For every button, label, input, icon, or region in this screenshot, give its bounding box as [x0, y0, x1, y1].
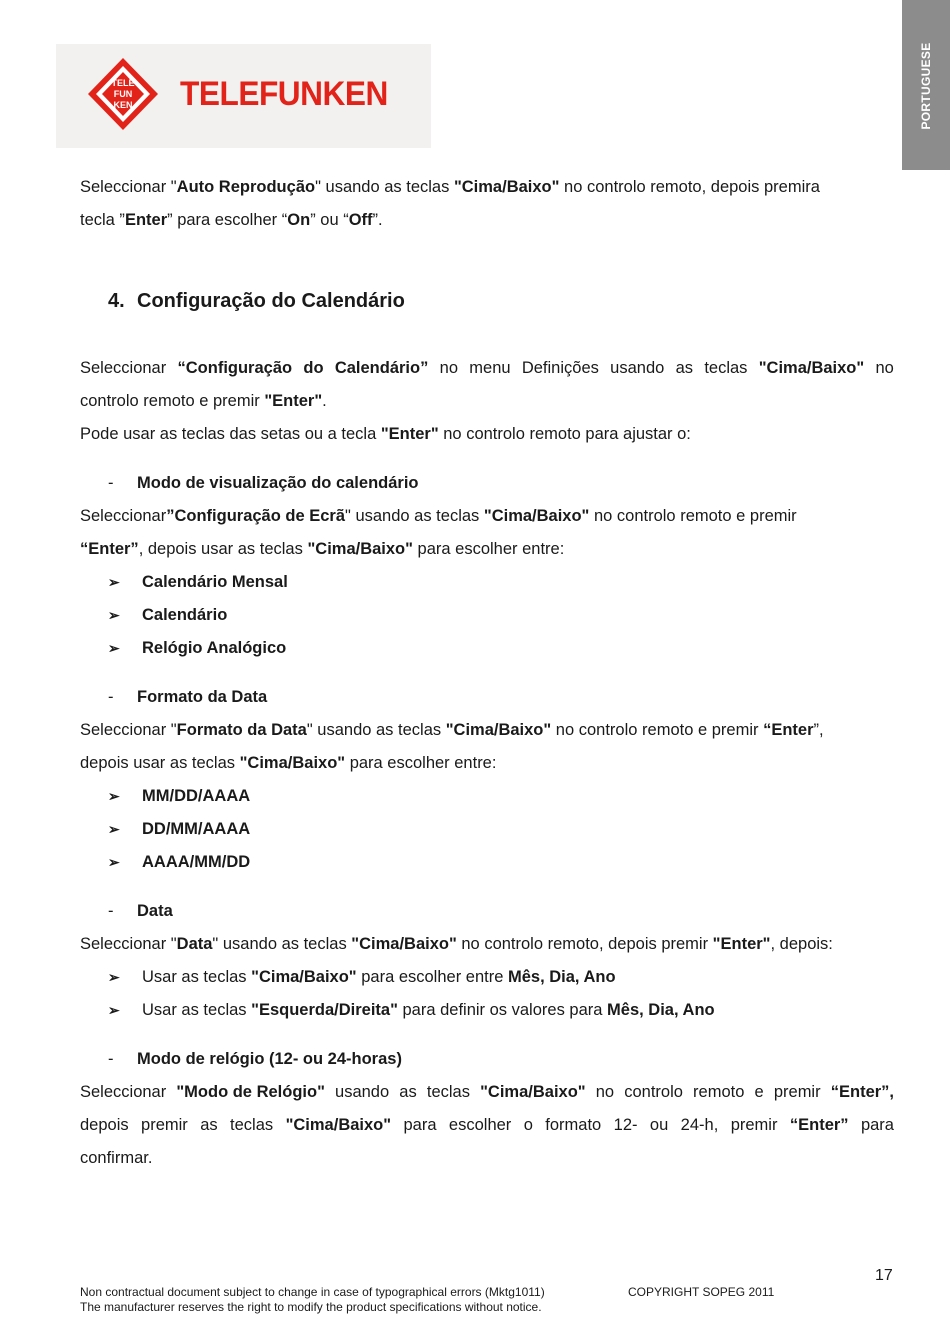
arrow-bullet-icon: ➢: [108, 1002, 120, 1018]
arrow-bullet-icon: ➢: [108, 640, 120, 656]
emblem-text-3: KEN: [113, 100, 133, 110]
arrow-bullet-icon: ➢: [108, 788, 120, 804]
arrow-bullet-icon: ➢: [108, 821, 120, 837]
telefunken-emblem-icon: [86, 56, 160, 132]
arrow-bullet-icon: ➢: [108, 854, 120, 870]
formato-data-line-2: depois usar as teclas "Cima/Baixo" para escolher entre:: [80, 754, 497, 772]
language-tab: [902, 0, 950, 170]
para1-line-2: controlo remoto e premir "Enter".: [80, 392, 327, 410]
footer-notice: The manufacturer reserves the right to modify the product specifications without notice.: [80, 1300, 542, 1314]
arrow-bullet-icon: ➢: [108, 607, 120, 623]
list-item: ➢ Relógio Analógico: [108, 639, 287, 657]
modo-relogio-line-2: depois premir as teclas "Cima/Baixo" para escolher o formato 12- ou 24-h, premir “Enter” para: [80, 1116, 894, 1134]
footer-disclaimer: Non contractual document subject to change in case of typographical errors (Mktg1011): [80, 1285, 545, 1299]
section-heading: [108, 290, 405, 313]
list-item: ➢ MM/DD/AAAA: [108, 787, 251, 805]
subsection-formato-data: - Formato da Data: [108, 688, 268, 706]
arrow-bullet-icon: ➢: [108, 574, 120, 590]
para1-line-1: Seleccionar “Configuração do Calendário” no menu Definições usando as teclas "Cima/Baixo" no: [80, 359, 894, 377]
arrow-bullet-icon: ➢: [108, 969, 120, 985]
emblem-text-1: TELE: [111, 78, 135, 88]
modo-visualizacao-line-2: “Enter”, depois usar as teclas "Cima/Baixo" para escolher entre:: [80, 540, 565, 558]
language-tab-label: PORTUGUESE: [919, 42, 933, 130]
modo-relogio-line-3: confirmar.: [80, 1149, 153, 1167]
modo-visualizacao-line-1: Seleccionar”Configuração de Ecrã" usando as teclas "Cima/Baixo" no controlo remoto e premir: [80, 507, 797, 525]
list-item: ➢ Usar as teclas "Esquerda/Direita" para definir os valores para Mês, Dia, Ano: [108, 1001, 715, 1019]
intro-line-2: tecla ”Enter” para escolher “On” ou “Off”.: [80, 211, 383, 229]
formato-data-line-1: Seleccionar "Formato da Data" usando as teclas "Cima/Baixo" no controlo remoto e premir “Enter”,: [80, 721, 824, 739]
subsection-data: - Data: [108, 902, 173, 920]
brand-wordmark: TELEFUNKEN: [180, 75, 388, 113]
list-item: ➢ Calendário Mensal: [108, 573, 288, 591]
list-item: ➢ Calendário: [108, 606, 228, 624]
page-number: 17: [875, 1267, 893, 1284]
subsection-modo-relogio: - Modo de relógio (12- ou 24-horas): [108, 1050, 402, 1068]
section-number: 4.: [108, 290, 125, 312]
list-item: ➢ Usar as teclas "Cima/Baixo" para escolher entre Mês, Dia, Ano: [108, 968, 616, 986]
section-title: Configuração do Calendário: [137, 290, 405, 312]
emblem-text-2: FUN: [113, 89, 133, 99]
list-item: ➢ DD/MM/AAAA: [108, 820, 251, 838]
para1-line-3: Pode usar as teclas das setas ou a tecla "Enter" no controlo remoto para ajustar o:: [80, 425, 691, 443]
footer-copyright: COPYRIGHT SOPEG 2011: [628, 1285, 775, 1299]
modo-relogio-line-1: Seleccionar "Modo de Relógio" usando as teclas "Cima/Baixo" no controlo remoto e premir “Enter”,: [80, 1083, 894, 1101]
list-item: ➢ AAAA/MM/DD: [108, 853, 251, 871]
subsection-modo-visualizacao: - Modo de visualização do calendário: [108, 474, 419, 492]
data-line-1: Seleccionar "Data" usando as teclas "Cima/Baixo" no controlo remoto, depois premir "Enter", depois:: [80, 935, 833, 953]
intro-line-1: Seleccionar "Auto Reprodução" usando as teclas "Cima/Baixo" no controlo remoto, depois premira: [80, 178, 820, 196]
